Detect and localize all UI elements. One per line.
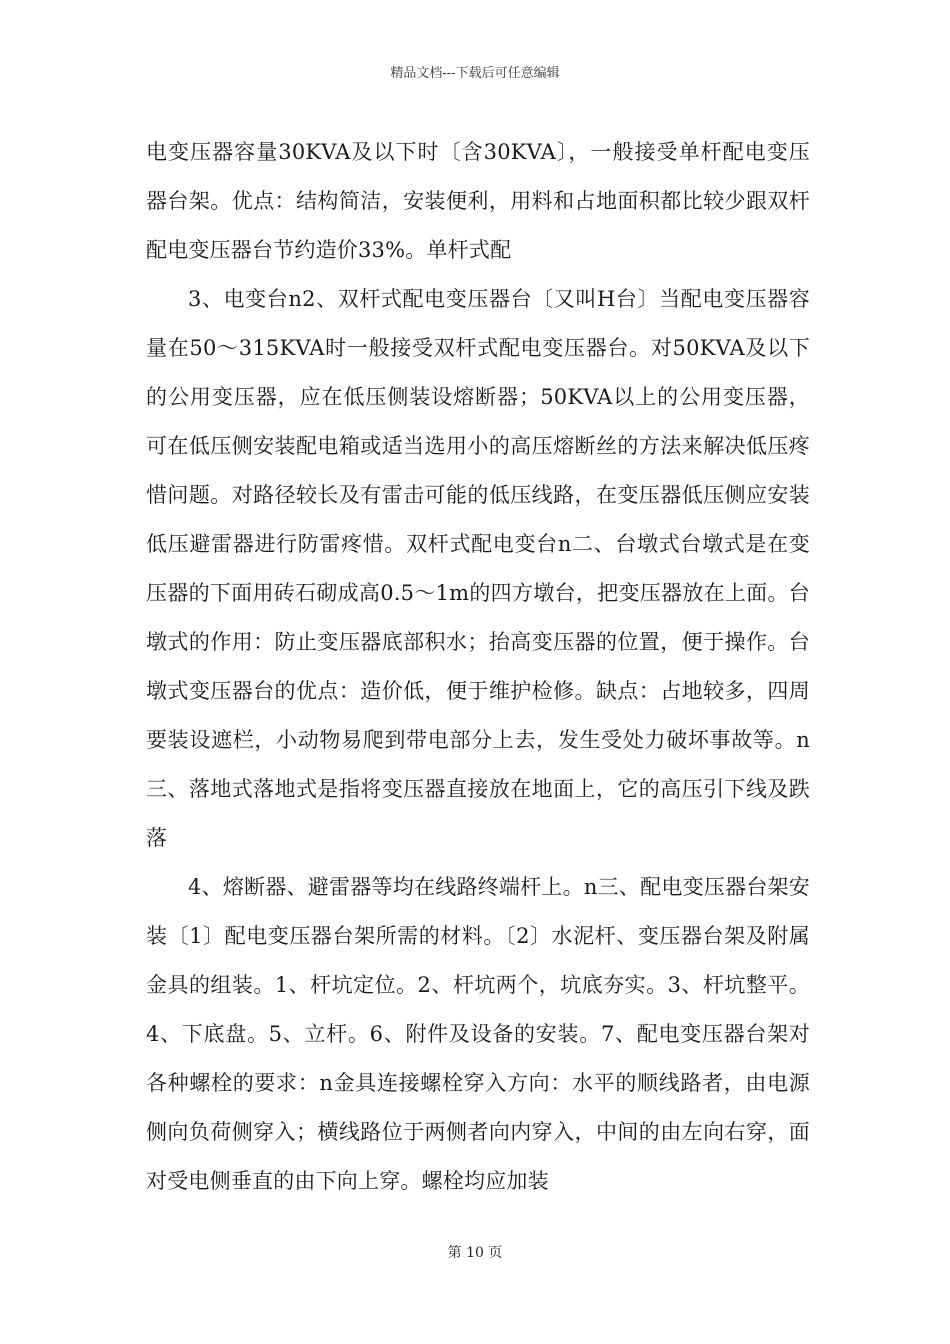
page-header: 精品文档---下载后可任意编辑	[390, 66, 560, 81]
paragraph-3: 4、熔断器、避雷器等均在线路终端杆上。n三、配电变压器台架安装〔1〕配电变压器台架所需的材料。〔2〕水泥杆、变压器台架及附属金具的组装。1、杆坑定位。2、杆坑两个，坑底夯实。3、杆坑整平。4、下底盘。5、立杆。6、附件及设备的安装。7、配电变压器台架对各种螺栓的要求：n金具连接螺栓穿入方向：水平的顺线路者，由电源侧向负荷侧穿入；横线路位于两侧者向内穿入，中间的由左向右穿，面对受电侧垂直的由下向上穿。螺栓均应加装	[146, 875, 810, 1193]
page-number: 第 10 页	[447, 1245, 503, 1261]
paragraph-1: 电变压器容量30KVA及以下时〔含30KVA〕，一般接受单杆配电变压器台架。优点：结构简洁，安装便利，用料和占地面积都比较少跟双杆配电变压器台节约造价33%。单杆式配	[146, 140, 810, 262]
paragraph-2: 3、电变台n2、双杆式配电变压器台〔又叫H台〕当配电变压器容量在50～315KVA时一般接受双杆式配电变压器台。对50KVA及以下的公用变压器，应在低压侧装设熔断器；50KVA以上的公用变压器，可在低压侧安装配电箱或适当选用小的高压熔断丝的方法来解决低压疼惜问题。对路径较长及有雷击可能的低压线路，在变压器低压侧应安装低压避雷器进行防雷疼惜。双杆式配电变台n二、台墩式台墩式是在变压器的下面用砖石砌成高0.5～1m的四方墩台，把变压器放在上面。台墩式的作用：防止变压器底部积水；抬高变压器的位置，便于操作。台墩式变压器台的优点：造价低，便于维护检修。缺点：占地较多，四周要装设遮栏，小动物易爬到带电部分上去，发生受处力破坏事故等。n三、落地式落地式是指将变压器直接放在地面上，它的高压引下线及跌落	[146, 287, 810, 850]
document-body	[146, 128, 810, 1206]
